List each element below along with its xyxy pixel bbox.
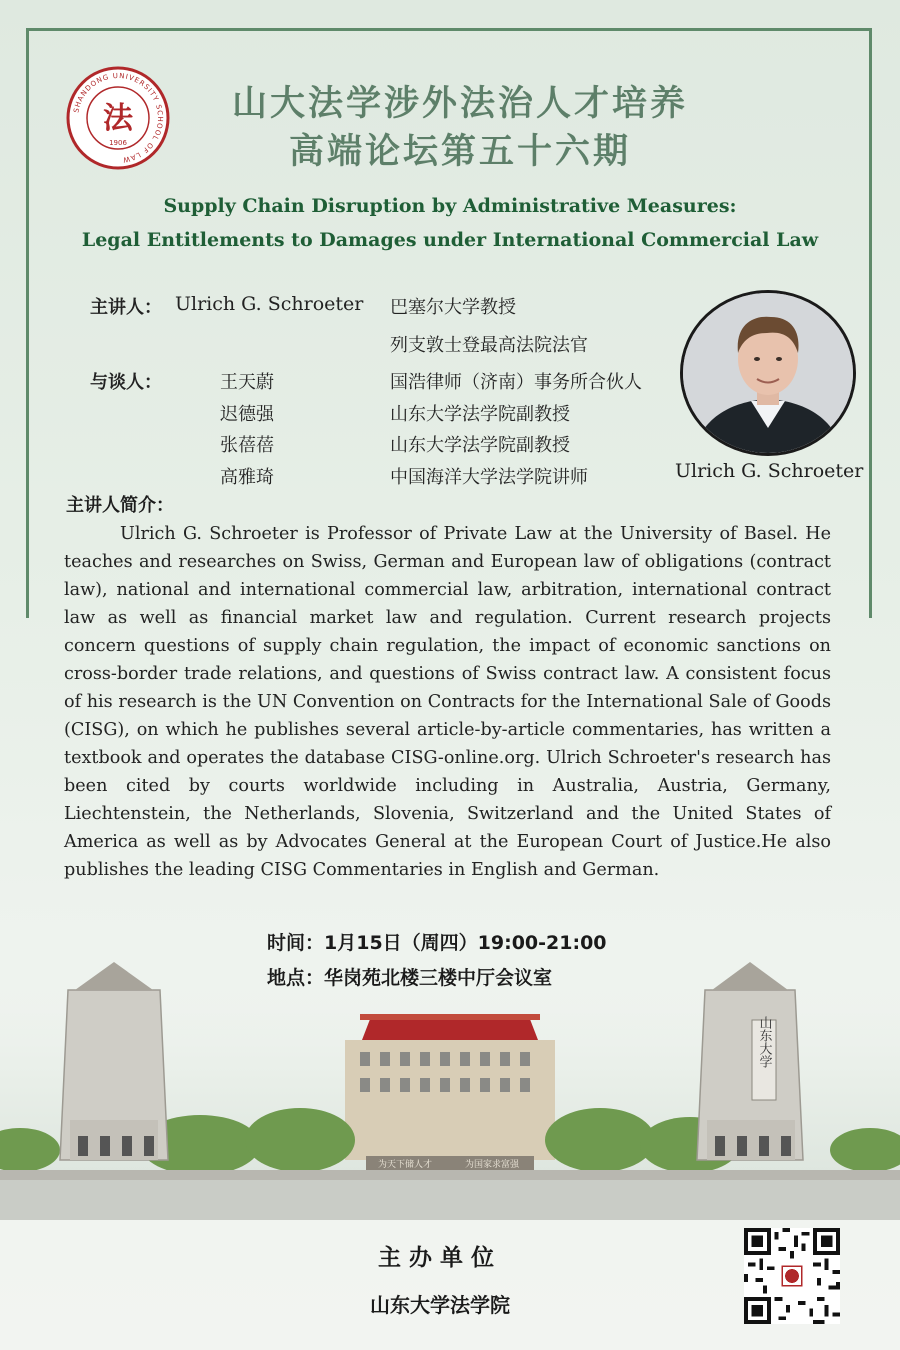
forum-title-line1: 山大法学涉外法治人才培养 (231, 84, 688, 124)
speaker-title1: 巴塞尔大学教授 (390, 297, 516, 318)
seal-glyph: 法 (103, 101, 133, 136)
discussants-label: 与谈人： (90, 372, 162, 393)
discussant-affiliation: 中国海洋大学法学院讲师 (390, 467, 588, 488)
speaker-portrait-icon (683, 293, 853, 453)
discussant-affiliation: 国浩律师（济南）事务所合伙人 (390, 372, 642, 393)
campus-gate-illustration (0, 960, 900, 1220)
speaker-photo (680, 290, 856, 456)
forum-title-line2: 高端论坛第五十六期 (288, 132, 631, 172)
discussant-name: 高雅琦 (220, 467, 274, 488)
speaker-label: 主讲人： (90, 297, 162, 318)
speaker-name: Ulrich G. Schroeter (175, 293, 364, 315)
bio-text: Ulrich G. Schroeter is Professor of Private Law at the University of Basel. He teaches and researches on Swiss, German and European law of obligations (contract law), national and international commercial law, arbitration, international contract law as well as financial market law and regulation. Current research projects concern questions of supply chain regulation, the impact of economic sanctions on cross-border trade relations, and questions of Swiss contract law. A consistent focus of his research is the UN Convention on Contracts for the International Sale of Goods (CISG), on which he publishes several article-by-article commentaries, has written a textbook and operates the database CISG-online.org. Ulrich Schroeter's research has been cited by courts worldwide including in Australia, Austria, Germany, Liechtenstein, the Netherlands, Slovenia, Switzerland and the United States of America as well as by Advocates General at the European Court of Justice.He also publishes the leading CISG Commentaries in English and German. (64, 524, 831, 880)
gate-plaque-left: 为天下储人才 (377, 1160, 433, 1170)
bio-heading: 主讲人简介： (66, 495, 174, 516)
organizer-name: 山东大学法学院 (370, 1293, 510, 1317)
seal-year: 1906 (109, 139, 127, 147)
discussant-name: 张蓓蓓 (220, 435, 274, 456)
school-of-law-seal-icon (66, 66, 170, 170)
gate-sign: 山东大学 (756, 1016, 772, 1068)
discussant-name: 王天蔚 (220, 372, 274, 393)
organizer-label: 主办单位 (378, 1245, 502, 1271)
speaker-title2: 列支敦士登最高法院法官 (390, 335, 588, 356)
qr-code-icon[interactable] (744, 1228, 840, 1324)
gate-plaque-right: 为国家求富强 (464, 1160, 520, 1170)
discussant-affiliation: 山东大学法学院副教授 (390, 435, 570, 456)
lecture-title-line1: Supply Chain Disruption by Administrative Measures: (163, 195, 737, 217)
lecture-title-line2: Legal Entitlements to Damages under International Commercial Law (81, 229, 819, 251)
event-place: 地点：华岗苑北楼三楼中厅会议室 (267, 967, 553, 989)
event-time: 时间：1月15日（周四）19:00-21:00 (267, 932, 607, 954)
seal-ring-text: SHANDONG UNIVERSITY SCHOOL OF LAW (72, 71, 165, 164)
discussant-affiliation: 山东大学法学院副教授 (390, 404, 570, 425)
speaker-photo-caption: Ulrich G. Schroeter (675, 460, 864, 482)
discussant-name: 迟德强 (220, 404, 274, 425)
